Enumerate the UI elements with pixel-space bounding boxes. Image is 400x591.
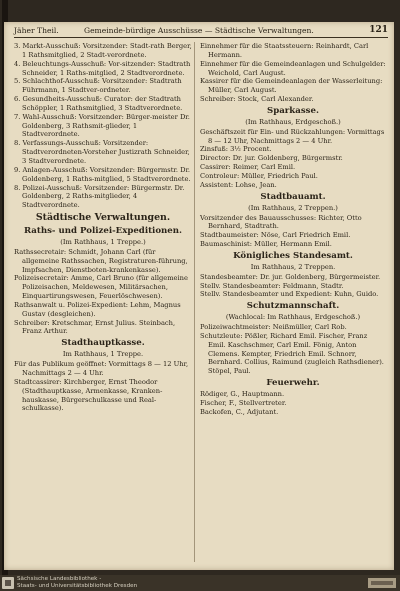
entry-paragraph: Assistent: Lohse, Jean. <box>200 180 277 189</box>
entry-paragraph: Backofen, C., Adjutant. <box>200 407 279 416</box>
library-logo-icon <box>2 577 14 589</box>
entry-paragraph: Director: Dr. jur. Goldenberg, Bürgermstr. <box>200 154 343 163</box>
entry-paragraph: Standesbeamter: Dr. jur. Goldenberg, Bürgermeister. <box>200 272 381 281</box>
entry-paragraph: Baumaschinist: Müller, Hermann Emil. <box>200 240 332 249</box>
entry-paragraph: Zinsfuß: 3½ Procent. <box>200 145 272 154</box>
left-column <box>14 42 192 413</box>
section-heading: Raths- und Polizei-Expeditionen. <box>23 226 183 237</box>
section-location: (Wachlocal: Im Rathhaus, Erdgeschoß.) <box>225 313 361 322</box>
entry-paragraph: Geschäftszeit für Ein- und Rückzahlungen: Vormittags 8 — 12 Uhr, Nachmittags 2 — 4 Uhr. <box>200 127 385 145</box>
entry-paragraph: 7. Wahl-Ausschuß: Vorsitzender: Bürger-meister Dr. Goldenberg, 3 Rathsmit-glieder, 1 Stadtverordnete. <box>14 112 190 139</box>
column-divider <box>194 42 195 562</box>
section-location: (Im Rathhaus, 1 Treppe.) <box>60 238 146 247</box>
entry-paragraph: Schutzleute: Pößler, Richard Emil. Fischer, Franz Emil. Kaschschmer, Carl Emil. Fönig, Anton Clemens. Kempter, Friedrich Emil. Schnorr, Bernhard. Collius, Raimund (zugleich Rathsdiener). Stöpel, Paul. <box>200 331 384 376</box>
section-location: (Im Rathhaus, Erdgeschoß.) <box>245 117 341 126</box>
entry-paragraph: Polizeiwachtmeister: Neißmüller, Carl Rob. <box>200 323 347 332</box>
section-heading: Stadtbauamt. <box>260 191 326 202</box>
entry-paragraph: 3. Markt-Ausschuß: Vorsitzender: Stadt-rath Berger, 1 Rathsmitglied, 2 Stadt-verordnete. <box>14 42 192 59</box>
section-heading: Königliches Standesamt. <box>233 250 353 261</box>
entry-paragraph: 9. Anlagen-Ausschuß: Vorsitzender: Bürgermstr. Dr. Goldenberg, 1 Raths-mitglied, 5 Stadtverordnete. <box>14 165 191 183</box>
entry-paragraph: 8. Verfassungs-Ausschuß: Vorsitzender: Stadtverordneten-Vorsteher Justizrath Schneider, 3 Stadtverordnete. <box>14 139 190 165</box>
barcode-tag-icon <box>368 578 396 588</box>
library-credit-line-1: Sächsische Landesbibliothek - <box>17 576 102 582</box>
entry-paragraph: Controleur: Müller, Friedrich Paul. <box>200 171 318 180</box>
entry-paragraph: Einnehmer für die Gemeindeanlagen und Schulgelder: Weichold, Carl August. <box>200 59 386 77</box>
page-number: 121 <box>369 25 388 35</box>
entry-paragraph: Kassirer für die Gemeindeanlagen der Wasserleitung: Müller, Carl August. <box>200 77 383 95</box>
section-title: Städtische Verwaltungen. <box>35 212 171 224</box>
entry-paragraph: Vorsitzender des Bauausschusses: Richter, Otto Bernhard, Stadtrath. <box>200 213 362 231</box>
section-location: Im Rathhaus, 1 Treppe. <box>62 350 144 359</box>
viewer-footer <box>0 575 400 591</box>
header-rule <box>14 37 388 38</box>
entry-paragraph: Stellv. Standesbeamter: Feldmann, Stadtr. <box>200 281 344 290</box>
entry-paragraph: 6. Gesundheits-Ausschuß: Curator: der Stadtrath Schöppler, 1 Rathsmitglied, 3 Stadtverordnete. <box>14 95 183 112</box>
entry-paragraph: Für das Publikum geöffnet: Vormittags 8 — 12 Uhr, Nachmittags 2 — 4 Uhr. <box>14 360 189 377</box>
library-credit <box>17 576 137 590</box>
entry-paragraph: 8. Polizei-Ausschuß: Vorsitzender: Bürgermstr. Dr. Goldenberg, 2 Raths-mitglieder, 4 Stadtverordnete. <box>14 183 185 210</box>
right-column <box>200 42 386 417</box>
entry-paragraph: Stadtcassirer: Kirchberger, Ernst Theodor (Stadthauptkasse, Armenkasse, Kranken-hauskasse, Bürgerschulkasse und Real-schulkasse). <box>14 377 163 413</box>
header-title: Gemeinde-bürdige Ausschüsse — Städtische Verwaltungen. <box>84 26 314 35</box>
section-location: Im Rathhaus, 2 Treppen. <box>250 262 336 271</box>
entry-paragraph: Stadtbaumeister: Nöse, Carl Friedrich Emil. <box>200 231 351 240</box>
entry-paragraph: Schreiber: Kretschmar, Ernst Julius. Steinbach, Franz Arthur. <box>14 318 176 336</box>
section-heading: Sparkasse. <box>267 105 319 116</box>
entry-paragraph: Stellv. Standesbeamter und Expedient: Kuhn, Guido. <box>200 290 379 299</box>
section-heading: Feuerwehr. <box>266 378 320 389</box>
entry-paragraph: Polizeisecretair: Amme, Carl Bruno (für allgemeine Polizeisachen, Meldewesen, Militärsachen, Einquartirungswesen, Feuerlöschwesen). <box>14 274 188 301</box>
entry-paragraph: Einnehmer für die Staatssteuern: Reinhardt, Carl Hermann. <box>200 42 369 59</box>
entry-paragraph: Rathssecretair: Schmidt, Johann Carl (für allgemeine Rathssachen, Registraturen-führung, Impfsachen, Dienstboten-krankenkasse). <box>14 247 188 274</box>
entry-paragraph: Rödiger, G., Hauptmann. <box>200 390 285 399</box>
section-heading: Stadthauptkasse. <box>61 338 145 349</box>
section-location: (Im Rathhaus, 2 Treppen.) <box>248 203 338 212</box>
entry-paragraph: Schreiber: Stock, Carl Alexander. <box>200 95 314 104</box>
section-heading: Schutzmannschaft. <box>246 301 340 312</box>
document-page <box>4 22 394 570</box>
entry-paragraph: Fischer, F., Stellvertreter. <box>200 399 287 407</box>
header-section: Jäher Theil. <box>14 26 59 35</box>
entry-paragraph: 4. Beleuchtungs-Ausschuß: Vor-sitzender: Stadtrath Schneider, 1 Raths-mitglied, 2 Stadtverordnete. <box>14 59 191 77</box>
library-credit-line-2: Staats- und Universitätsbibliothek Dresden <box>17 582 138 589</box>
entry-paragraph: Rathsanwalt u. Polizei-Expedient: Lehm, Magnus Gustav (desgleichen). <box>14 300 181 318</box>
entry-paragraph: 5. Schlachthof-Ausschuß: Vorsitzender: Stadtrath Führmann, 1 Stadtver-ordneter. <box>14 77 182 95</box>
entry-paragraph: Cassirer: Reimer, Carl Emil. <box>200 163 296 172</box>
